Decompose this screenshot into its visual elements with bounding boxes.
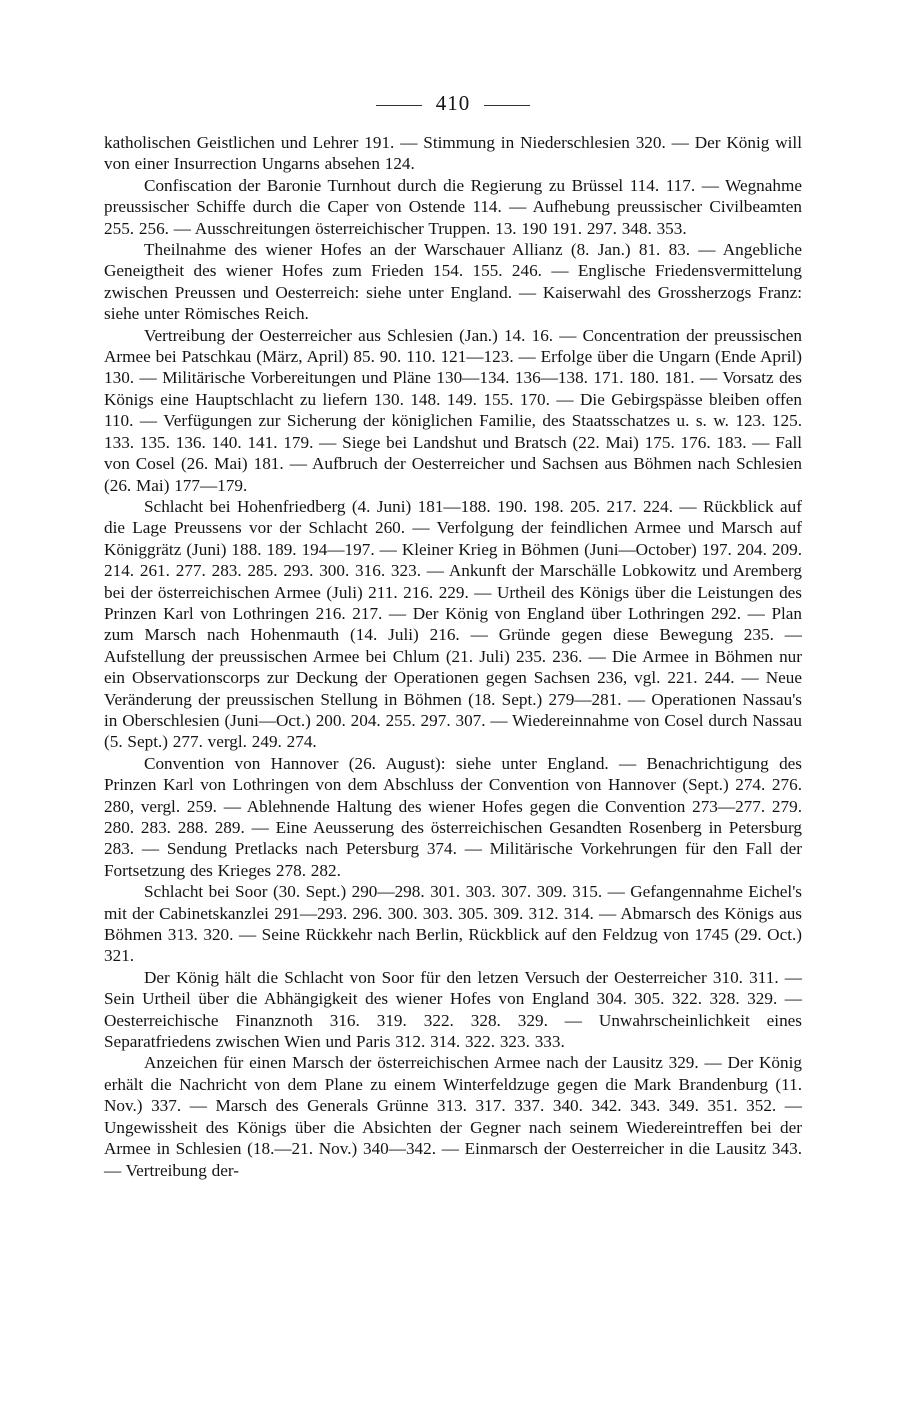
paragraph: Convention von Hannover (26. August): siehe unter England. — Benachrichtigung des Prinzen Karl von Lothringen von dem Abschluss der Convention von Hannover (Sept.) 274. 276. 280, vergl. 259. — Ablehnende Haltung des wiener Hofes gegen die Convention 273—277. 279. 280. 283. 288. 289. — Eine Aeusserung des österreichischen Gesandten Rosenberg in Petersburg 283. — Sendung Pretlacks nach Petersburg 374. — Militärische Vorkehrungen für den Fall der Fortsetzung des Krieges 278. 282. [104, 753, 802, 880]
paragraph: Vertreibung der Oesterreicher aus Schlesien (Jan.) 14. 16. — Concentration der preussischen Armee bei Patschkau (März, April) 85. 90. 110. 121—123. — Erfolge über die Ungarn (Ende April) 130. — Militärische Vorbereitungen und Pläne 130—134. 136—138. 171. 180. 181. — Vorsatz des Königs eine Hauptschlacht zu liefern 130. 148. 149. 155. 170. — Die Gebirgspässe bleiben offen 110. — Verfügungen zur Sicherung der königlichen Familie, des Staatsschatzes u. s. w. 123. 125. 133. 135. 136. 140. 141. 179. — Siege bei Landshut und Bratsch (22. Mai) 175. 176. 183. — Fall von Cosel (26. Mai) 181. — Aufbruch der Oesterreicher und Sachsen aus Böhmen nach Schlesien (26. Mai) 177—179. [104, 325, 802, 495]
paragraph: Schlacht bei Hohenfriedberg (4. Juni) 181—188. 190. 198. 205. 217. 224. — Rückblick auf die Lage Preussens vor der Schlacht 260. — Verfolgung der feindlichen Armee und Marsch auf Königgrätz (Juni) 188. 189. 194—197. — Kleiner Krieg in Böhmen (Juni—October) 197. 204. 209. 214. 261. 277. 283. 285. 293. 300. 316. 323. — Ankunft der Marschälle Lobkowitz und Aremberg bei der österreichischen Armee (Juli) 211. 216. 229. — Urtheil des Königs über die Leistungen des Prinzen Karl von Lothringen 216. 217. — Der König von England über Lothringen 292. — Plan zum Marsch nach Hohenmauth (14. Juli) 216. — Gründe gegen diese Bewegung 235. — Aufstellung der preussischen Armee bei Chlum (21. Juli) 235. 236. — Die Armee in Böhmen nur ein Observationscorps zur Deckung der Operationen gegen Sachsen 236, vgl. 221. 244. — Neue Veränderung der preussischen Stellung in Böhmen (18. Sept.) 279—281. — Operationen Nassau's in Oberschlesien (Juni—Oct.) 200. 204. 255. 297. 307. — Wiedereinnahme von Cosel durch Nassau (5. Sept.) 277. vergl. 249. 274. [104, 496, 802, 752]
paragraph: Der König hält die Schlacht von Soor für den letzen Versuch der Oesterreicher 310. 311. — Sein Urtheil über die Abhängigkeit des wiener Hofes von England 304. 305. 322. 328. 329. — Oesterreichische Finanznoth 316. 319. 322. 328. 329. — Unwahrscheinlichkeit eines Separatfriedens zwischen Wien und Paris 312. 314. 322. 323. 333. [104, 967, 802, 1052]
paragraph: Anzeichen für einen Marsch der österreichischen Armee nach der Lausitz 329. — Der König erhält die Nachricht von dem Plane zu einem Winterfeldzuge gegen die Mark Brandenburg (11. Nov.) 337. — Marsch des Generals Grünne 313. 317. 337. 340. 342. 343. 349. 351. 352. — Ungewissheit des Königs über die Absichten der Gegner nach seinem Wiedereintreffen bei der Armee in Schlesien (18.—21. Nov.) 340—342. — Einmarsch der Oesterreicher in die Lausitz 343. — Vertreibung der- [104, 1053, 802, 1180]
paragraph: Confiscation der Baronie Turnhout durch die Regierung zu Brüssel 114. 117. — Wegnahme preussischer Schiffe durch die Caper von Ostende 114. — Aufhebung preussischer Civilbeamten 255. 256. — Ausschreitungen österreichischer Truppen. 13. 190 191. 297. 348. 353. [104, 175, 802, 238]
paragraph: katholischen Geistlichen und Lehrer 191. — Stimmung in Niederschlesien 320. — Der König will von einer Insurrection Ungarns absehen 124. [104, 133, 802, 174]
header-rule-left [376, 105, 422, 106]
page-header [104, 88, 802, 118]
index-text [104, 132, 802, 1181]
page [104, 88, 802, 1181]
page-number: 410 [435, 91, 471, 115]
paragraph: Schlacht bei Soor (30. Sept.) 290—298. 301. 303. 307. 309. 315. — Gefangennahme Eichel's mit der Cabinetskanzlei 291—293. 296. 300. 303. 305. 309. 312. 314. — Abmarsch des Königs aus Böhmen 313. 320. — Seine Rückkehr nach Berlin, Rückblick auf den Feldzug von 1745 (29. Oct.) 321. [104, 882, 802, 966]
paragraph: Theilnahme des wiener Hofes an der Warschauer Allianz (8. Jan.) 81. 83. — Angebliche Geneigtheit des wiener Hofes zum Frieden 154. 155. 246. — Englische Friedensvermittelung zwischen Preussen und Oesterreich: siehe unter England. — Kaiserwahl des Grossherzogs Franz: siehe unter Römisches Reich. [104, 240, 802, 324]
header-rule-right [484, 105, 530, 106]
